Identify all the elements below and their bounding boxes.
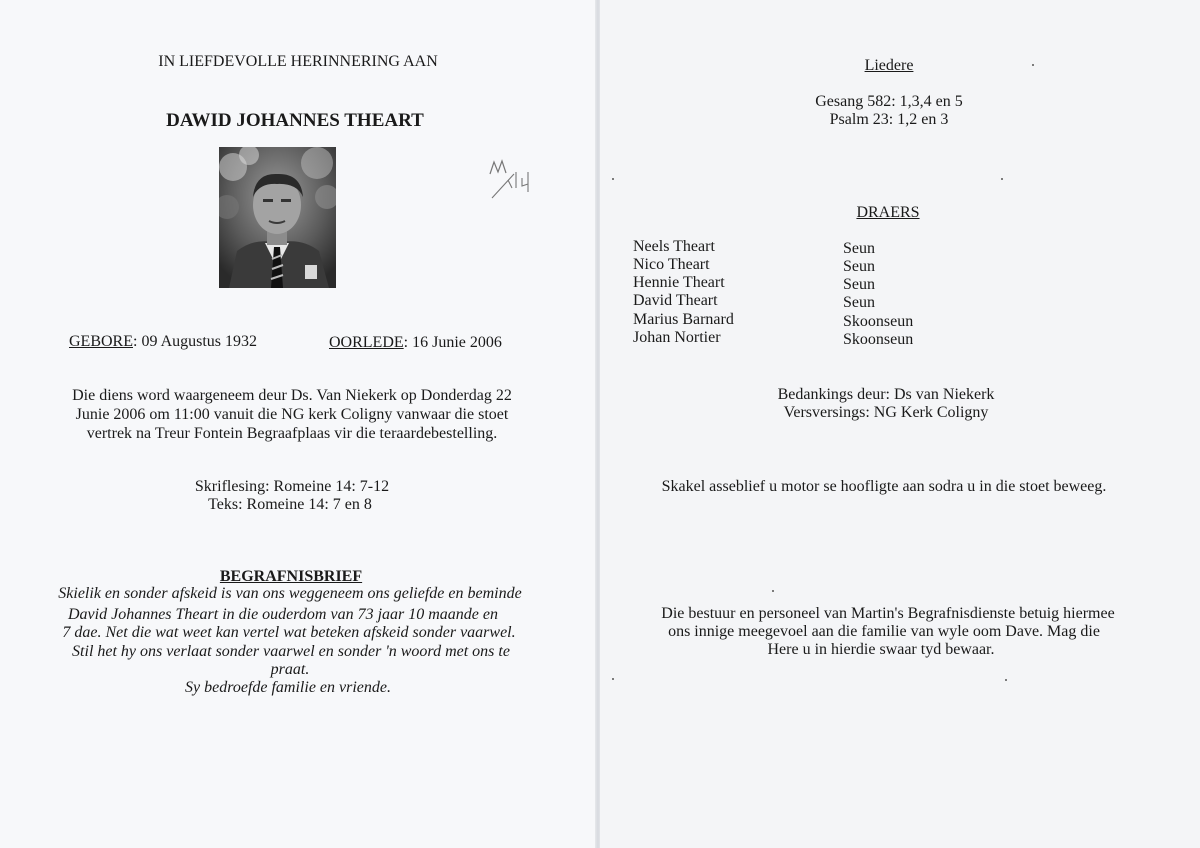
service-line-3: vertrek na Treur Fontein Begraafplaas vir die teraardebestelling.	[86, 425, 498, 442]
bearer-relation: Seun	[843, 240, 875, 257]
bearer-relation: Seun	[843, 276, 875, 293]
bearer-name: Nico Theart	[633, 256, 710, 273]
bearer-name: David Theart	[633, 292, 718, 309]
memorial-heading: IN LIEFDEVOLLE HERINNERING AAN	[158, 53, 438, 70]
portrait-photo	[219, 147, 336, 288]
bearer-name: Hennie Theart	[633, 274, 725, 291]
bearer-relation: Seun	[843, 294, 875, 311]
bearer-relation: Skoonseun	[843, 313, 914, 330]
letter-heading: BEGRAFNISBRIEF	[219, 568, 363, 585]
died-date: : 16 Junie 2006	[403, 334, 502, 351]
left-page	[0, 0, 596, 848]
condolence-line-1: Die bestuur en personeel van Martin's Begrafnisdienste betuig hiermee	[661, 605, 1115, 622]
headlights-notice: Skakel asseblief u motor se hoofligte aan sodra u in die stoet beweeg.	[661, 478, 1107, 495]
letter-line-3: 7 dae. Net die wat weet kan vertel wat beteken afskeid sonder vaarwel.	[62, 624, 516, 641]
scripture-reading: Skriflesing: Romeine 14: 7-12	[194, 478, 390, 495]
scan-speck	[772, 590, 774, 592]
service-line-1: Die diens word waargeneem deur Ds. Van Niekerk op Donderdag 22	[72, 387, 512, 404]
died-label: OORLEDE	[329, 334, 404, 351]
handwritten-note	[486, 158, 546, 204]
right-page	[600, 0, 1200, 848]
born-line	[69, 333, 257, 351]
bearer-relation: Seun	[843, 258, 875, 275]
died-line	[329, 334, 502, 352]
hymn-2: Psalm 23: 1,2 en 3	[829, 111, 949, 128]
bearer-relation: Skoonseun	[843, 331, 914, 348]
born-date: : 09 Augustus 1932	[133, 333, 258, 350]
letter-line-1: Skielik en sonder afskeid is van ons weggeneem ons geliefde en beminde	[58, 585, 522, 602]
scan-speck	[612, 678, 614, 680]
service-line-2: Junie 2006 om 11:00 vanuit die NG kerk Coligny vanwaar die stoet	[75, 406, 509, 423]
condolence-line-2: ons innige meegevoel aan die familie van wyle oom Dave. Mag die	[668, 623, 1100, 640]
bearer-name: Neels Theart	[633, 238, 715, 255]
born-label: GEBORE	[69, 333, 133, 350]
thanks-line: Bedankings deur: Ds van Niekerk	[777, 386, 995, 403]
scan-speck	[1032, 64, 1034, 66]
scan-speck	[1005, 679, 1007, 681]
scan-speck	[612, 178, 614, 180]
deceased-name: DAWID JOHANNES THEART	[166, 110, 424, 131]
hymn-1: Gesang 582: 1,3,4 en 5	[815, 93, 963, 110]
text-reading: Teks: Romeine 14: 7 en 8	[208, 496, 372, 513]
letter-line-4: Stil het hy ons verlaat sonder vaarwel en sonder 'n woord met ons te	[72, 643, 510, 660]
bearers-heading: DRAERS	[856, 204, 920, 221]
letter-line-5: praat.	[270, 661, 310, 678]
pencil-mark-icon	[486, 158, 546, 204]
letter-signoff: Sy bedroefde familie en vriende.	[185, 679, 391, 696]
scan-speck	[1001, 178, 1003, 180]
letter-line-2: David Johannes Theart in die ouderdom van 73 jaar 10 maande en	[67, 606, 498, 623]
portrait-icon	[219, 147, 336, 288]
refreshments-line: Versversings: NG Kerk Coligny	[783, 404, 989, 421]
hymns-heading: Liedere	[864, 57, 914, 74]
bearer-name: Johan Nortier	[633, 329, 721, 346]
condolence-line-3: Here u in hierdie swaar tyd bewaar.	[767, 641, 995, 658]
bearer-name: Marius Barnard	[633, 311, 734, 328]
